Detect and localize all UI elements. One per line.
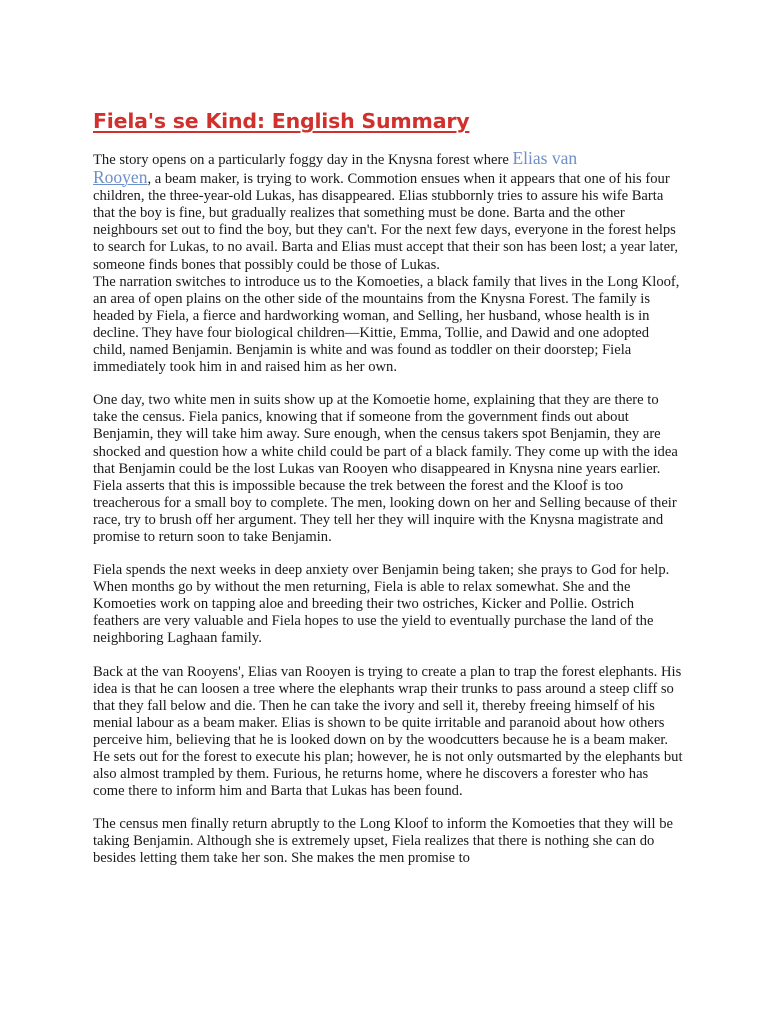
paragraph-1-rest: , a beam maker, is trying to work. Commotion ensues when it appears that one of his four children, the three-year-old Lukas, has disappeared. Elias stubbornly tries to assure his wife Barta that the boy is fine, but gradually realizes that something must be done. Barta and the other neighbours set out to find the boy, but they can't. For the next few days, everyone in the forest helps to search for Lukas, to no avail. Barta and Elias must accept that their son has been lost; a year later, someone finds bones that possibly could be those of Lukas.	[93, 171, 678, 273]
document-page	[93, 106, 683, 868]
paragraph-4: Fiela spends the next weeks in deep anxiety over Benjamin being taken; she prays to God for help. When months go by without the men returning, Fiela is able to relax somewhat. She and the Komoeties work on tapping aloe and breeding their two ostriches, Kicker and Pollie. Ostrich feathers are very valuable and Fiela hopes to use the yield to eventually purchase the land of the neighboring Laghaan family.	[93, 562, 670, 647]
paragraph-2: The narration switches to introduce us to the Komoeties, a black family that lives in the Long Kloof, an area of open plains on the other side of the mountains from the Knysna Forest. The family is headed by Fiela, a fierce and hardworking woman, and Selling, her husband, whose health is in decline. They have four biological children—Kittie, Emma, Tollie, and Dawid and one adopted child, named Benjamin. Benjamin is white and was found as toddler on their doorstep; Fiela immediately took him in and raised him as her own.	[93, 273, 680, 376]
elias-van-rooyen-link-part2[interactable]: Rooyen	[93, 167, 148, 188]
paragraph-1	[93, 150, 683, 274]
paragraph-3: One day, two white men in suits show up at the Komoetie home, explaining that they are there to take the census. Fiela panics, knowing that if someone from the government finds out about Benjamin, they will take him away. Sure enough, when the census takers spot Benjamin, they are shocked and question how a white child could be part of a black family. They come up with the idea that Benjamin could be the lost Lukas van Rooyen who disappeared in Knysna nine years earlier. Fiela asserts that this is impossible because the trek between the forest and the Kloof is too treacherous for a small boy to complete. The men, looking down on her and Selling because of their race, try to brush off her argument. They tell her they will inquire with the Knysna magistrate and promise to return soon to take Benjamin.	[93, 392, 678, 545]
paragraph-5: Back at the van Rooyens', Elias van Rooyen is trying to create a plan to trap the forest elephants. His idea is that he can loosen a tree where the elephants wrap their trunks to pass around a steep cliff so that they fall below and die. Then he can take the ivory and sell it, thereby freeing himself of his menial labour as a beam maker. Elias is shown to be quite irritable and paranoid about how others perceive him, believing that he is looked down on by the woodcutters because he is a beam maker. He sets out for the forest to execute his plan; however, he is not only outsmarted by the elephants but also almost trampled by them. Furious, he returns home, where he discovers a forester who has come there to inform him and Barta that Lukas has been found.	[93, 663, 683, 800]
page-title: Fiela's se Kind: English Summary	[93, 109, 470, 133]
elias-van-rooyen-link-part1[interactable]: Elias van	[512, 148, 578, 168]
paragraph-6: The census men finally return abruptly to the Long Kloof to inform the Komoeties that they will be taking Benjamin. Although she is extremely upset, Fiela realizes that there is nothing she can do besides letting them take her son. She makes the men promise to	[93, 816, 673, 867]
paragraph-1-intro: The story opens on a particularly foggy day in the Knysna forest where	[93, 152, 513, 168]
